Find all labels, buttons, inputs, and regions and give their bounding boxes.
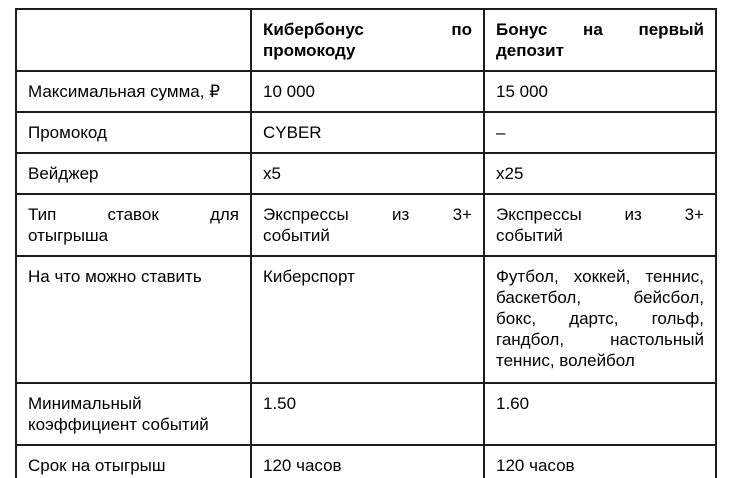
header-row [16,9,716,71]
value-cell [251,194,484,256]
cell-line: Промокод [28,123,107,142]
cell-line: Футбол, хоккей, теннис, [496,267,704,286]
value-cell [251,383,484,445]
cell-line: 15 000 [496,82,548,101]
value-cell [484,112,716,153]
cell-line: Максимальная сумма, ₽ [28,82,221,101]
row-label-cell [16,445,251,478]
row-label-cell [16,112,251,153]
value-cell [251,445,484,478]
table-row [16,71,716,112]
cell-line: x5 [263,164,281,183]
cell-line: 10 000 [263,82,315,101]
value-cell [484,383,716,445]
table-row [16,383,716,445]
value-cell [484,194,716,256]
cell-line: Киберспорт [263,267,355,286]
value-cell [484,71,716,112]
cell-line: x25 [496,164,524,183]
cell-line: Вейджер [28,164,99,183]
cell-line: событий [263,226,330,245]
cell-line: бокс, дартс, гольф, [496,309,704,328]
cell-line: Тип ставок для [28,205,239,224]
cell-line: Экспрессы из 3+ [496,205,704,224]
table-row [16,194,716,256]
cell-line: 120 часов [263,456,342,475]
value-cell [484,256,716,383]
header-cell [251,9,484,71]
row-label-cell [16,256,251,383]
header-cell-line: промокоду [263,41,356,60]
row-label-cell [16,194,251,256]
cell-line: баскетбол, бейсбол, [496,288,704,307]
cell-line: Минимальный [28,394,142,413]
table-row [16,256,716,383]
cell-line: На что можно ставить [28,267,202,286]
header-cell-line: Кибербонус по [263,20,472,39]
cell-line: – [496,123,506,142]
header-cell-line: депозит [496,41,564,60]
cell-line: гандбол, настольный [496,330,704,349]
cell-line: 1.60 [496,394,530,413]
cell-line: Экспрессы из 3+ [263,205,472,224]
row-label-cell [16,383,251,445]
cell-line: отыгрыша [28,226,109,245]
table-row [16,445,716,478]
page [0,8,730,478]
row-label-cell [16,153,251,194]
value-cell [251,153,484,194]
cell-line: теннис, волейбол [496,351,635,370]
cell-line: CYBER [263,123,322,142]
value-cell [251,112,484,153]
cell-line: 1.50 [263,394,297,413]
value-cell [484,153,716,194]
cell-line: коэффициент событий [28,415,209,434]
cell-line: Срок на отыгрыш [28,456,166,475]
row-label-cell [16,71,251,112]
header-cell-line: Бонус на первый [496,20,704,39]
cell-line: 120 часов [496,456,575,475]
value-cell [251,71,484,112]
bonus-comparison-table [15,8,717,478]
cell-line: событий [496,226,563,245]
table-row [16,112,716,153]
header-cell-empty [16,9,251,71]
table-row [16,153,716,194]
value-cell [484,445,716,478]
value-cell [251,256,484,383]
header-cell [484,9,716,71]
